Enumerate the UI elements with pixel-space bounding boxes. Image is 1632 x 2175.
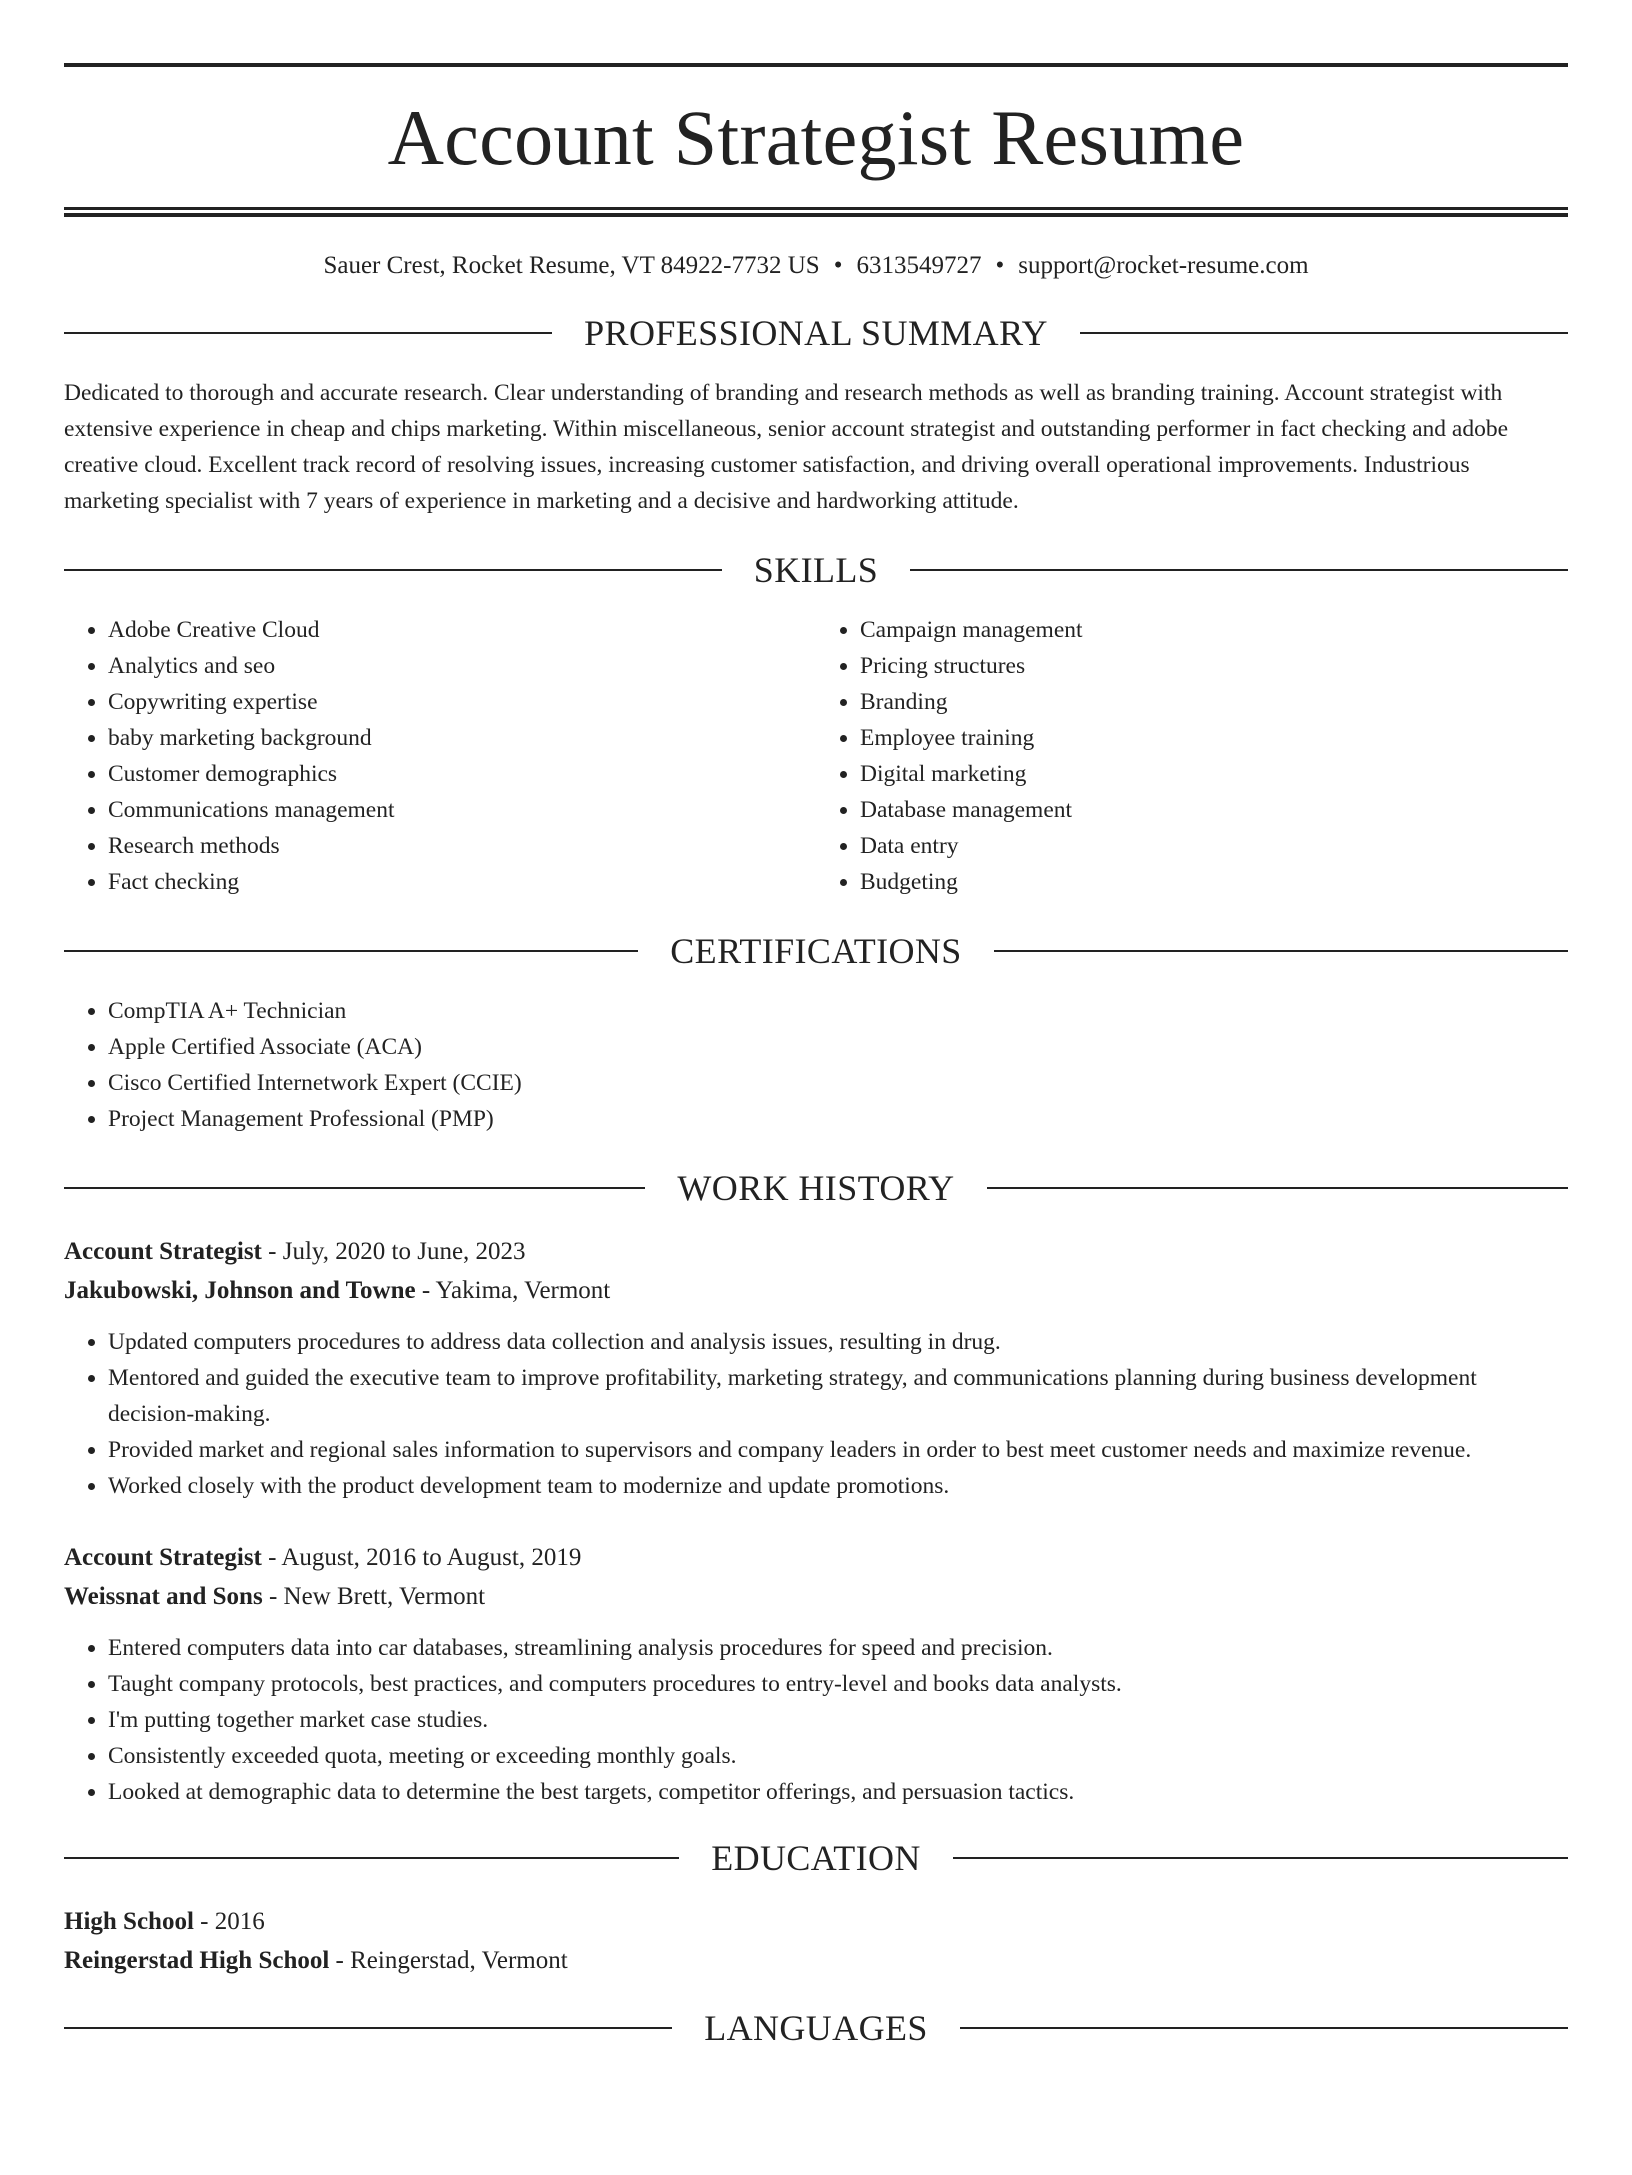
- contact-separator: •: [995, 252, 1005, 279]
- education-year: - 2016: [193, 1908, 265, 1935]
- skill-item: • Database management: [860, 792, 1568, 828]
- skill-item: • Employee training: [860, 720, 1568, 756]
- contact-separator: •: [833, 252, 843, 279]
- section-header-education: [64, 1840, 1568, 1876]
- top-rule: [64, 63, 1568, 67]
- divider-line: [64, 1857, 679, 1859]
- job-bullet: • Updated computers procedures to address data collection and analysis issues, resulting in drug.: [108, 1324, 1568, 1360]
- summary-paragraph: Dedicated to thorough and accurate research. Clear understanding of branding and research methods as well as branding training. Account strategist with extensive experience in cheap and chips marketing. Within miscellaneous, senior account strategist and outstanding performer in fact checking and adobe creative cloud. Excellent track record of resolving issues, increasing customer satisfaction, and driving overall operational improvements. Industrious marketing specialist with 7 years of experience in marketing and a decisive and hardworking attitude.: [64, 380, 1509, 514]
- certifications-list: [64, 993, 1568, 1137]
- section-title-summary: PROFESSIONAL SUMMARY: [584, 313, 1048, 353]
- section-header-skills: [64, 552, 1568, 588]
- divider-line: [64, 950, 638, 952]
- education-entry: [64, 1902, 1568, 1980]
- section-header-work: [64, 1170, 1568, 1206]
- skills-list-left: [64, 612, 816, 900]
- skill-item: • Budgeting: [860, 864, 1568, 900]
- job-company-line: [64, 1577, 1568, 1616]
- section-header-certifications: [64, 933, 1568, 969]
- skill-item: • Copywriting expertise: [108, 684, 816, 720]
- skill-item: • Digital marketing: [860, 756, 1568, 792]
- divider-line: [960, 2027, 1568, 2029]
- job-bullet: • Provided market and regional sales information to supervisors and company leaders in order to best meet customer needs and maximize revenue.: [108, 1432, 1568, 1468]
- skill-item: • baby marketing background: [108, 720, 816, 756]
- job-bullet: • I'm putting together market case studies.: [108, 1702, 1568, 1738]
- contact-line: [64, 251, 1568, 281]
- skill-item: • Fact checking: [108, 864, 816, 900]
- skill-item: • Communications management: [108, 792, 816, 828]
- job-entry: [64, 1232, 1568, 1504]
- certification-item: • Cisco Certified Internetwork Expert (CCIE): [108, 1065, 1568, 1101]
- education-location: - Reingerstad, Vermont: [329, 1947, 568, 1974]
- job-bullet: • Consistently exceeded quota, meeting or exceeding monthly goals.: [108, 1738, 1568, 1774]
- job-dates: - August, 2016 to August, 2019: [261, 1544, 582, 1571]
- section-title-skills: SKILLS: [753, 550, 879, 590]
- certification-item: • Project Management Professional (PMP): [108, 1101, 1568, 1137]
- section-header-languages: [64, 2010, 1568, 2046]
- job-title-line: [64, 1232, 1568, 1271]
- job-bullets: [64, 1324, 1568, 1504]
- section-title-languages: LANGUAGES: [704, 2008, 928, 2048]
- section-header-summary: [64, 315, 1568, 351]
- job-location: - Yakima, Vermont: [415, 1277, 611, 1304]
- resume-title: Account Strategist Resume: [387, 94, 1245, 181]
- skill-item: • Data entry: [860, 828, 1568, 864]
- contact-phone: 6313549727: [856, 252, 982, 279]
- job-location: - New Brett, Vermont: [262, 1583, 486, 1610]
- job-entry: [64, 1538, 1568, 1810]
- job-bullet: • Looked at demographic data to determine the best targets, competitor offerings, and persuasion tactics.: [108, 1774, 1568, 1810]
- job-title-line: [64, 1538, 1568, 1577]
- skill-item: • Campaign management: [860, 612, 1568, 648]
- skill-item: • Pricing structures: [860, 648, 1568, 684]
- certification-item: • Apple Certified Associate (ACA): [108, 1029, 1568, 1065]
- divider-line: [64, 332, 552, 334]
- education-degree-line: [64, 1902, 1568, 1941]
- divider-line: [64, 2027, 672, 2029]
- education-school-line: [64, 1941, 1568, 1980]
- job-bullet: • Mentored and guided the executive team to improve profitability, marketing strategy, and communications planning during business development decision-making.: [108, 1360, 1568, 1432]
- certification-item: • CompTIA A+ Technician: [108, 993, 1568, 1029]
- job-company: Jakubowski, Johnson and Towne: [64, 1277, 416, 1304]
- skill-item: • Customer demographics: [108, 756, 816, 792]
- job-title: Account Strategist: [64, 1544, 262, 1571]
- section-title-certifications: CERTIFICATIONS: [670, 931, 962, 971]
- contact-address: Sauer Crest, Rocket Resume, VT 84922-7732 US: [323, 252, 820, 279]
- divider-line: [994, 950, 1568, 952]
- divider-line: [953, 1857, 1568, 1859]
- divider-line: [987, 1187, 1568, 1189]
- skills-list-right: [816, 612, 1568, 900]
- section-title-education: EDUCATION: [711, 1838, 921, 1878]
- job-dates: - July, 2020 to June, 2023: [261, 1238, 526, 1265]
- education-degree: High School: [64, 1908, 194, 1935]
- contact-email: support@rocket-resume.com: [1018, 252, 1309, 279]
- skill-item: • Adobe Creative Cloud: [108, 612, 816, 648]
- skill-item: • Analytics and seo: [108, 648, 816, 684]
- job-bullet: • Worked closely with the product development team to modernize and update promotions.: [108, 1468, 1568, 1504]
- divider-line: [910, 569, 1568, 571]
- skill-item: • Branding: [860, 684, 1568, 720]
- skill-item: • Research methods: [108, 828, 816, 864]
- job-title: Account Strategist: [64, 1238, 262, 1265]
- education-school: Reingerstad High School: [64, 1947, 330, 1974]
- skills-columns: [64, 612, 1568, 900]
- resume-page: [0, 63, 1632, 2175]
- job-bullet: • Taught company protocols, best practices, and computers procedures to entry-level and books data analysts.: [108, 1666, 1568, 1702]
- section-title-work: WORK HISTORY: [677, 1168, 955, 1208]
- job-company: Weissnat and Sons: [64, 1583, 263, 1610]
- job-bullets: [64, 1630, 1568, 1810]
- divider-line: [64, 1187, 645, 1189]
- title-double-rule: [64, 207, 1568, 217]
- job-bullet: • Entered computers data into car databases, streamlining analysis procedures for speed and precision.: [108, 1630, 1568, 1666]
- divider-line: [64, 569, 722, 571]
- job-company-line: [64, 1271, 1568, 1310]
- divider-line: [1080, 332, 1568, 334]
